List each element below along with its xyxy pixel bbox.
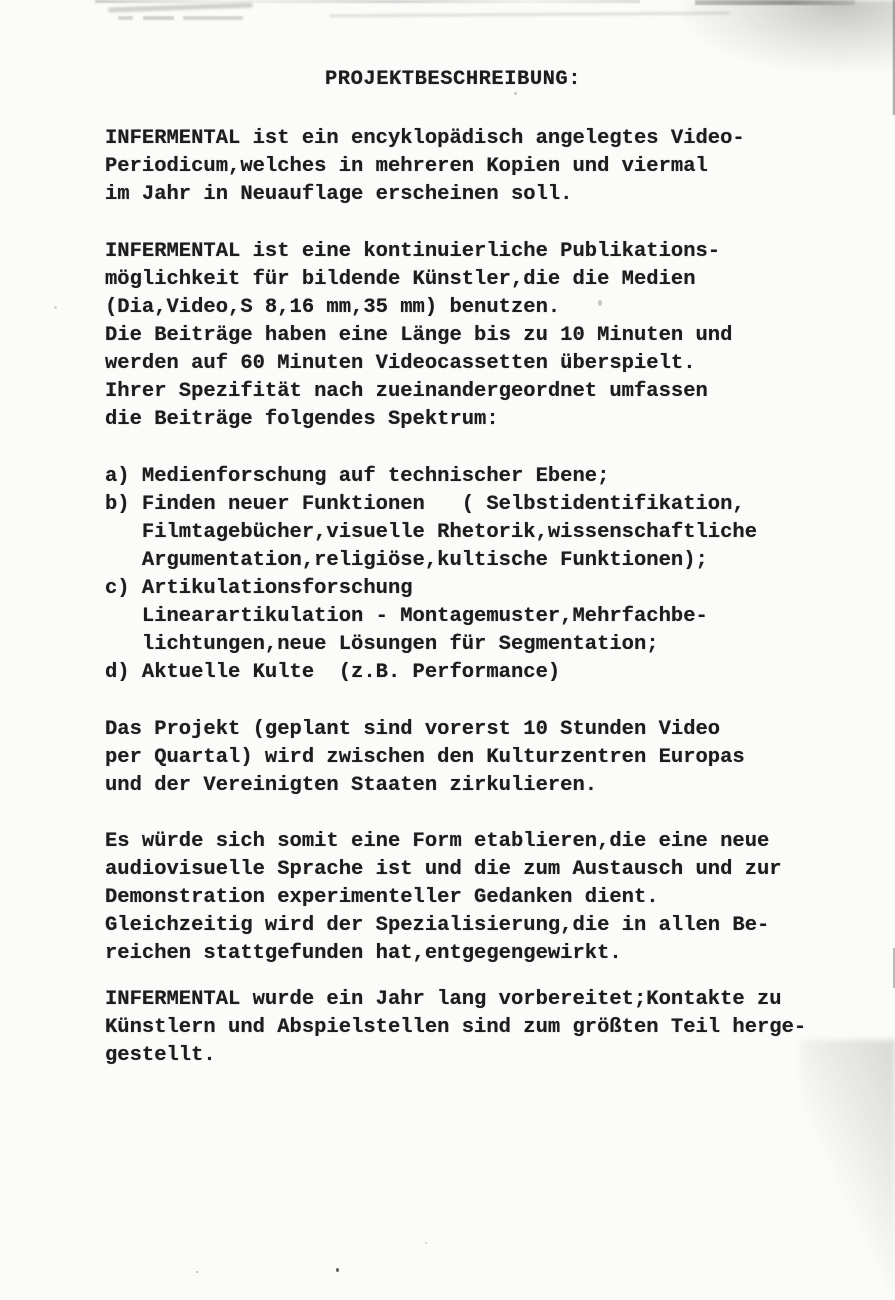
document-title: PROJEKTBESCHREIBUNG: [325,68,582,91]
text-line: Demonstration experimenteller Gedanken dient. [105,886,659,909]
paragraph-form [105,828,845,968]
text-line: werden auf 60 Minuten Videocassetten überspielt. [105,352,696,375]
list-item-b-continuation: Argumentation,religiöse,kultische Funktionen); [105,549,708,572]
scan-artifact-top-smudge [108,2,253,12]
text-line: Periodicum,welches in mehreren Kopien und viermal [105,155,708,178]
text-line: im Jahr in Neuauflage erscheinen soll. [105,183,573,206]
scan-artifact-corner-blotch [680,0,895,72]
paragraph-intro [105,125,845,209]
list-item-d: d) Aktuelle Kulte (z.B. Performance) [105,661,561,684]
text-line: per Quartal) wird zwischen den Kulturzentren Europas [105,746,745,769]
text-line: reichen stattgefunden hat,entgegengewirkt. [105,942,622,965]
scan-artifact-edge-marks [695,0,855,5]
list-item-c-continuation: Linearartikulation - Montagemuster,Mehrfachbe- [105,605,708,628]
text-line: möglichkeit für bildende Künstler,die die Medien [105,268,696,291]
text-line: Ihrer Spezifität nach zueinandergeordnet umfassen [105,380,708,403]
text-line: (Dia,Video,S 8,16 mm,35 mm) benutzen. [105,296,561,319]
document-content [105,66,845,1070]
text-line: Die Beiträge haben eine Länge bis zu 10 Minuten und [105,324,733,347]
text-line: INFERMENTAL ist eine kontinuierliche Publikations- [105,240,721,263]
text-line: Das Projekt (geplant sind vorerst 10 Stunden Video [105,718,721,741]
text-line: Künstlern und Abspielstellen sind zum größten Teil herge- [105,1016,807,1039]
scan-artifact-speck [336,1268,339,1272]
text-line: audiovisuelle Sprache ist und die zum Austausch und zur [105,858,782,881]
scan-artifact-top-smudge [118,16,243,20]
paragraph-preparation [105,986,845,1070]
list-item-c-continuation: lichtungen,neue Lösungen für Segmentation; [105,633,659,656]
scan-artifact-speck [425,1242,427,1244]
text-line: Gleichzeitig wird der Spezialisierung,die in allen Be- [105,914,770,937]
text-line: INFERMENTAL ist ein encyklopädisch angelegtes Video- [105,127,745,150]
text-line: INFERMENTAL wurde ein Jahr lang vorbereitet;Kontakte zu [105,988,782,1011]
paragraph-project [105,716,845,800]
scan-artifact-corner-shade [800,1040,895,1300]
list-item-b-continuation: Filmtagebücher,visuelle Rhetorik,wissenschaftliche [105,521,758,544]
paragraph-publication [105,238,845,434]
scan-artifact-top-edge-line [95,0,640,3]
text-line: die Beiträge folgendes Spektrum: [105,408,499,431]
list-item-c: c) Artikulationsforschung [105,577,413,600]
spectrum-list [105,463,845,687]
scan-artifact-speck [54,306,57,309]
text-line: gestellt. [105,1044,216,1067]
list-item-b: b) Finden neuer Funktionen ( Selbstidentifikation, [105,493,745,516]
list-item-a: a) Medienforschung auf technischer Ebene; [105,465,610,488]
scan-artifact-top-smudge [330,12,730,18]
text-line: Es würde sich somit eine Form etablieren,die eine neue [105,830,770,853]
scan-artifact-speck [196,1271,198,1273]
text-line: und der Vereinigten Staaten zirkulieren. [105,774,598,797]
